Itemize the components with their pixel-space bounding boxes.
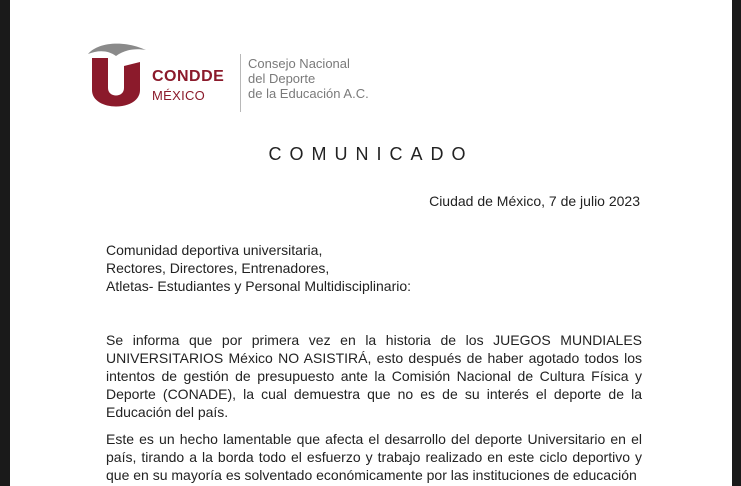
body-paragraph: Se informa que por primera vez en la historia de los JUEGOS MUNDIALES UNIVERSITARIOS México NO ASISTIRÁ, esto después de haber agotado todos los intentos de gestión de presupuesto ante la Comisión Nacional de Cultura Física y Deporte (CONADE), la cual demuestra que no es de su interés el deporte de la Educación del país.	[106, 332, 642, 420]
condde-logo	[84, 40, 404, 120]
org-line: Consejo Nacional	[248, 56, 350, 71]
organization-name	[248, 56, 369, 101]
document-title: COMUNICADO	[268, 144, 474, 164]
salutation	[106, 241, 411, 295]
salutation-line: Atletas- Estudiantes y Personal Multidisciplinario:	[106, 278, 412, 294]
brand-name: CONDDE	[152, 68, 225, 85]
body-paragraph: Este es un hecho lamentable que afecta el desarrollo del deporte Universitario en el país, tirando a la borda todo el esfuerzo y trabajo realizado en este ciclo deportivo y que en su mayoría es solventado económicamente por las instituciones de educación	[106, 431, 642, 483]
brand-country: MÉXICO	[152, 88, 206, 103]
salutation-line: Comunidad deportiva universitaria,	[106, 242, 323, 258]
document-page	[10, 0, 732, 486]
date-line: Ciudad de México, 7 de julio 2023	[429, 193, 640, 209]
logo-divider	[240, 54, 241, 112]
org-line: del Deporte	[248, 71, 316, 86]
condde-emblem-icon	[84, 40, 154, 116]
org-line: de la Educación A.C.	[248, 86, 369, 101]
salutation-line: Rectores, Directores, Entrenadores,	[106, 260, 330, 276]
